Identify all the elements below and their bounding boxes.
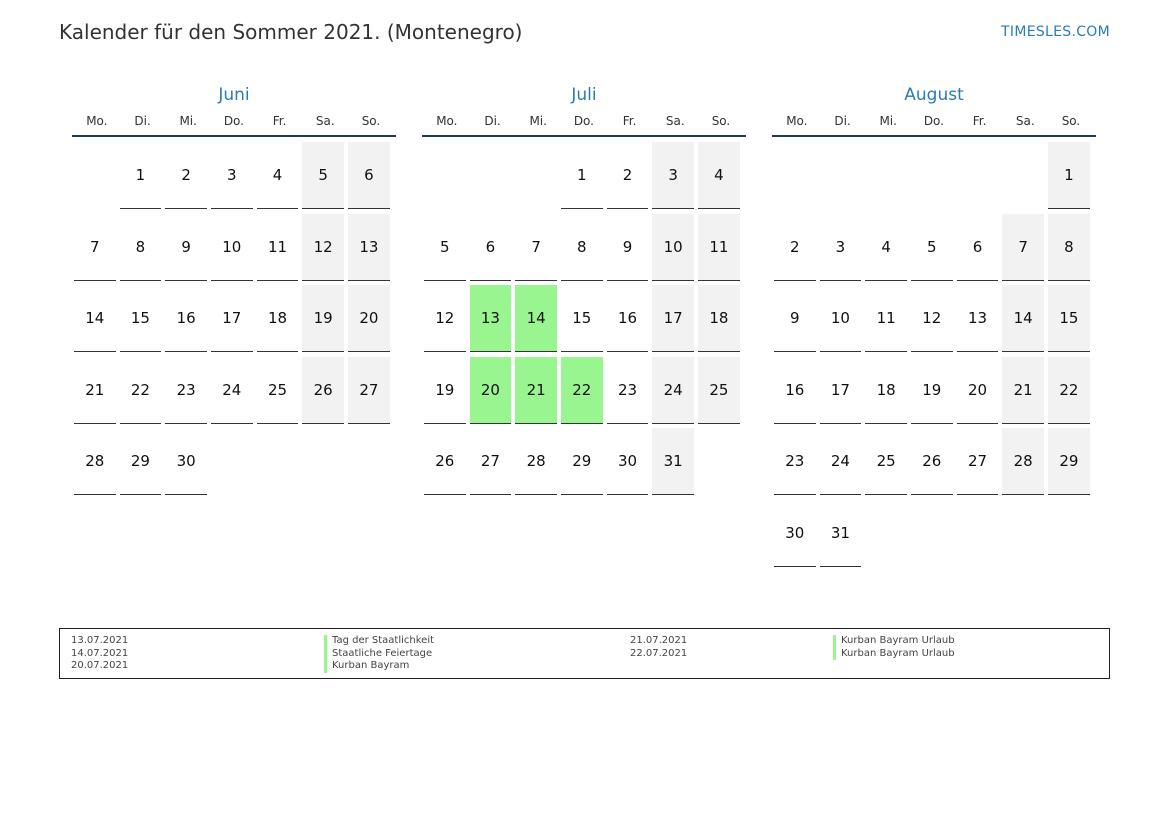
day-cell: 17	[211, 285, 253, 352]
day-cell: 23	[774, 428, 816, 495]
weekday-label: So.	[711, 114, 731, 128]
day-cell: 16	[607, 285, 649, 352]
empty-cell	[911, 500, 953, 567]
empty-cell	[74, 142, 116, 209]
day-cell: 16	[165, 285, 207, 352]
legend-holiday-name: Tag der Staatlichkeit	[324, 635, 434, 648]
day-cell: 22	[1048, 357, 1090, 424]
weekday-label: Do.	[573, 114, 594, 128]
empty-cell	[865, 142, 907, 209]
empty-cell	[1002, 500, 1044, 567]
day-cell: 10	[211, 214, 253, 281]
day-cell: 3	[211, 142, 253, 209]
legend-names-left	[324, 635, 434, 673]
day-cell: 6	[470, 214, 512, 281]
weekday-label: Mi.	[879, 114, 897, 128]
empty-cell	[957, 500, 999, 567]
day-grid	[774, 142, 1094, 567]
day-cell: 14	[74, 285, 116, 352]
day-cell: 5	[911, 214, 953, 281]
legend-holiday-name: Staatliche Feiertage	[324, 648, 434, 661]
day-cell: 11	[698, 214, 740, 281]
day-cell: 26	[302, 357, 344, 424]
day-cell: 21	[1002, 357, 1044, 424]
day-cell: 26	[911, 428, 953, 495]
day-cell: 25	[865, 428, 907, 495]
day-cell: 8	[120, 214, 162, 281]
day-cell: 12	[424, 285, 466, 352]
legend-dates-left	[71, 635, 128, 673]
weekday-label: Do.	[223, 114, 244, 128]
empty-cell	[957, 142, 999, 209]
day-cell: 24	[211, 357, 253, 424]
day-cell: 17	[820, 357, 862, 424]
day-cell: 8	[561, 214, 603, 281]
weekday-label: Fr.	[972, 114, 987, 128]
day-cell: 27	[348, 357, 390, 424]
weekday-header	[422, 114, 746, 137]
holiday-legend	[59, 628, 1110, 679]
legend-holiday-name: Kurban Bayram Urlaub	[833, 648, 955, 661]
empty-cell	[470, 142, 512, 209]
day-cell: 18	[698, 285, 740, 352]
empty-cell	[348, 428, 390, 495]
day-cell: 15	[120, 285, 162, 352]
day-cell: 1	[120, 142, 162, 209]
day-cell: 4	[257, 142, 299, 209]
empty-cell	[1002, 142, 1044, 209]
day-cell: 15	[561, 285, 603, 352]
empty-cell	[257, 428, 299, 495]
empty-cell	[1048, 500, 1090, 567]
legend-date: 21.07.2021	[630, 635, 688, 646]
day-cell: 2	[165, 142, 207, 209]
day-cell: 26	[424, 428, 466, 495]
day-cell: 21	[515, 357, 557, 424]
empty-cell	[865, 500, 907, 567]
day-cell: 13	[470, 285, 512, 352]
day-cell: 11	[257, 214, 299, 281]
weekday-header	[72, 114, 396, 137]
day-cell: 7	[1002, 214, 1044, 281]
day-cell: 6	[348, 142, 390, 209]
weekday-label: Mo.	[786, 114, 808, 128]
weekday-label: Mo.	[436, 114, 458, 128]
day-cell: 10	[652, 214, 694, 281]
day-cell: 8	[1048, 214, 1090, 281]
day-cell: 23	[607, 357, 649, 424]
day-cell: 3	[652, 142, 694, 209]
legend-names-right	[833, 635, 955, 660]
weekday-label: Mo.	[86, 114, 108, 128]
day-cell: 30	[774, 500, 816, 567]
day-cell: 27	[470, 428, 512, 495]
day-cell: 28	[515, 428, 557, 495]
day-cell: 25	[257, 357, 299, 424]
day-cell: 28	[74, 428, 116, 495]
day-cell: 17	[652, 285, 694, 352]
weekday-label: Mi.	[179, 114, 197, 128]
day-cell: 9	[607, 214, 649, 281]
legend-dates-right	[630, 635, 687, 660]
day-cell: 7	[74, 214, 116, 281]
day-cell: 20	[957, 357, 999, 424]
empty-cell	[515, 142, 557, 209]
legend-date: 13.07.2021	[71, 635, 129, 646]
weekday-label: So.	[361, 114, 381, 128]
day-cell: 10	[820, 285, 862, 352]
weekday-label: Fr.	[622, 114, 637, 128]
day-cell: 16	[774, 357, 816, 424]
day-cell: 13	[957, 285, 999, 352]
day-cell: 22	[120, 357, 162, 424]
empty-cell	[211, 428, 253, 495]
day-cell: 18	[865, 357, 907, 424]
month-calendar-juni	[74, 84, 394, 495]
day-cell: 1	[1048, 142, 1090, 209]
day-cell: 19	[424, 357, 466, 424]
weekday-label: Di.	[484, 114, 501, 128]
day-cell: 20	[470, 357, 512, 424]
day-cell: 30	[165, 428, 207, 495]
day-cell: 30	[607, 428, 649, 495]
day-cell: 6	[957, 214, 999, 281]
day-cell: 1	[561, 142, 603, 209]
day-cell: 23	[165, 357, 207, 424]
weekday-label: Sa.	[315, 114, 335, 128]
day-cell: 28	[1002, 428, 1044, 495]
legend-holiday-name: Kurban Bayram Urlaub	[833, 635, 955, 648]
day-cell: 24	[820, 428, 862, 495]
month-name: Juli	[571, 85, 597, 105]
day-grid	[74, 142, 394, 495]
weekday-label: Sa.	[1015, 114, 1035, 128]
month-calendar-august	[774, 84, 1094, 567]
legend-date: 20.07.2021	[71, 660, 129, 671]
day-cell: 25	[698, 357, 740, 424]
weekday-label: Fr.	[272, 114, 287, 128]
day-cell: 15	[1048, 285, 1090, 352]
month-name: August	[904, 85, 964, 105]
empty-cell	[424, 142, 466, 209]
day-cell: 14	[1002, 285, 1044, 352]
day-cell: 29	[1048, 428, 1090, 495]
legend-date: 22.07.2021	[630, 647, 688, 659]
legend-date: 14.07.2021	[71, 647, 129, 659]
empty-cell	[302, 428, 344, 495]
day-cell: 11	[865, 285, 907, 352]
day-cell: 9	[774, 285, 816, 352]
day-cell: 4	[698, 142, 740, 209]
day-cell: 19	[302, 285, 344, 352]
day-cell: 29	[561, 428, 603, 495]
month-name: Juni	[218, 85, 250, 105]
weekday-label: Di.	[834, 114, 851, 128]
weekday-label: Do.	[923, 114, 944, 128]
day-cell: 13	[348, 214, 390, 281]
day-cell: 5	[302, 142, 344, 209]
empty-cell	[698, 428, 740, 495]
day-cell: 31	[820, 500, 862, 567]
weekday-label: Di.	[134, 114, 151, 128]
day-cell: 18	[257, 285, 299, 352]
day-cell: 29	[120, 428, 162, 495]
day-cell: 5	[424, 214, 466, 281]
weekday-label: So.	[1061, 114, 1081, 128]
day-cell: 21	[74, 357, 116, 424]
empty-cell	[820, 142, 862, 209]
day-cell: 19	[911, 357, 953, 424]
site-link[interactable]: TIMESLES.COM	[1001, 24, 1110, 40]
weekday-label: Mi.	[529, 114, 547, 128]
day-cell: 20	[348, 285, 390, 352]
day-cell: 12	[911, 285, 953, 352]
weekday-label: Sa.	[665, 114, 685, 128]
day-cell: 2	[774, 214, 816, 281]
day-cell: 31	[652, 428, 694, 495]
page-title: Kalender für den Sommer 2021. (Montenegro)	[59, 20, 523, 44]
day-cell: 9	[165, 214, 207, 281]
legend-holiday-name: Kurban Bayram	[324, 660, 434, 673]
day-cell: 7	[515, 214, 557, 281]
day-cell: 12	[302, 214, 344, 281]
day-grid	[424, 142, 744, 495]
empty-cell	[911, 142, 953, 209]
day-cell: 14	[515, 285, 557, 352]
day-cell: 24	[652, 357, 694, 424]
day-cell: 22	[561, 357, 603, 424]
month-calendar-juli	[424, 84, 744, 495]
empty-cell	[774, 142, 816, 209]
weekday-header	[772, 114, 1096, 137]
day-cell: 4	[865, 214, 907, 281]
day-cell: 2	[607, 142, 649, 209]
day-cell: 3	[820, 214, 862, 281]
day-cell: 27	[957, 428, 999, 495]
